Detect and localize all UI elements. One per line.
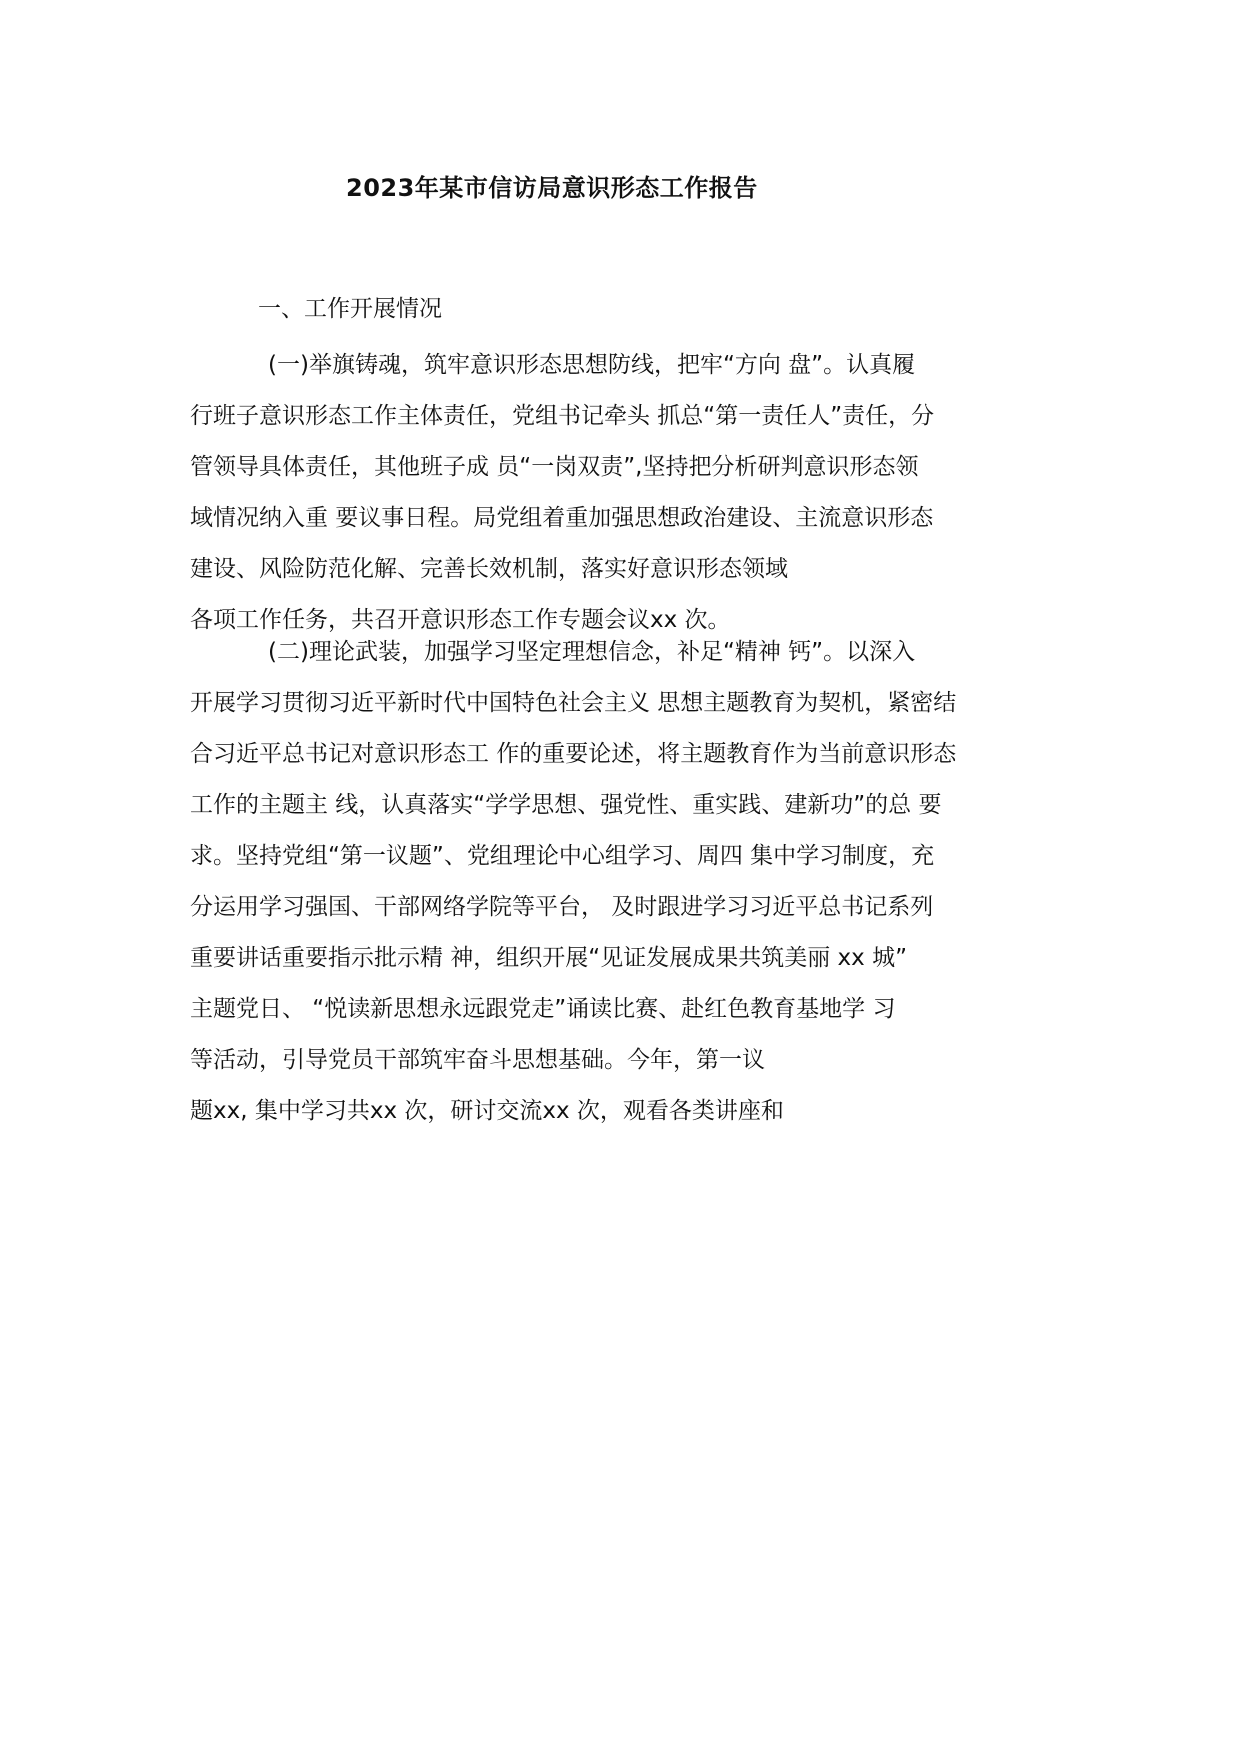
- paragraph-line: 管领导具体责任，其他班子成 员“一岗双责”,坚持把分析研判意识形态领: [190, 454, 919, 480]
- paragraph-line: 建设、风险防范化解、完善长效机制，落实好意识形态领域: [190, 556, 788, 582]
- paragraph-line: 分运用学习强国、干部网络学院等平台， 及时跟进学习习近平总书记系列: [190, 894, 934, 920]
- section-heading: 一、工作开展情况: [258, 296, 442, 322]
- paragraph-line: 合习近平总书记对意识形态工 作的重要论述，将主题教育作为当前意识形态: [190, 741, 957, 767]
- paragraph-line: 求。坚持党组“第一议题”、党组理论中心组学习、周四 集中学习制度，充: [190, 843, 935, 869]
- document-title: 2023年某市信访局意识形态工作报告: [346, 174, 758, 202]
- paragraph-2: [190, 627, 1070, 1137]
- paragraph-line: 重要讲话重要指示批示精 神，组织开展“见证发展成果共筑美丽 xx 城”: [190, 945, 907, 971]
- paragraph-line: (二)理论武装，加强学习坚定理想信念，补足“精神 钙”。以深入: [268, 639, 916, 665]
- paragraph-line: 域情况纳入重 要议事日程。局党组着重加强思想政治建设、主流意识形态: [190, 505, 934, 531]
- paragraph-line: 行班子意识形态工作主体责任，党组书记牵头 抓总“第一责任人”责任，分: [190, 403, 935, 429]
- paragraph-line: 等活动，引导党员干部筑牢奋斗思想基础。今年，第一议: [190, 1047, 765, 1073]
- paragraph-line: (一)举旗铸魂，筑牢意识形态思想防线，把牢“方向 盘”。认真履: [268, 352, 916, 378]
- paragraph-line: 题xx, 集中学习共xx 次，研讨交流xx 次，观看各类讲座和: [190, 1098, 784, 1124]
- paragraph-line: 工作的主题主 线，认真落实“学学思想、强党性、重实践、建新功”的总 要: [190, 792, 942, 818]
- paragraph-line: 各项工作任务，共召开意识形态工作专题会议xx 次。: [190, 607, 731, 633]
- paragraph-1: [190, 340, 1070, 646]
- paragraph-line: 开展学习贯彻习近平新时代中国特色社会主义 思想主题教育为契机，紧密结: [190, 690, 957, 716]
- paragraph-line: 主题党日、 “悦读新思想永远跟党走”诵读比赛、赴红色教育基地学 习: [190, 996, 896, 1022]
